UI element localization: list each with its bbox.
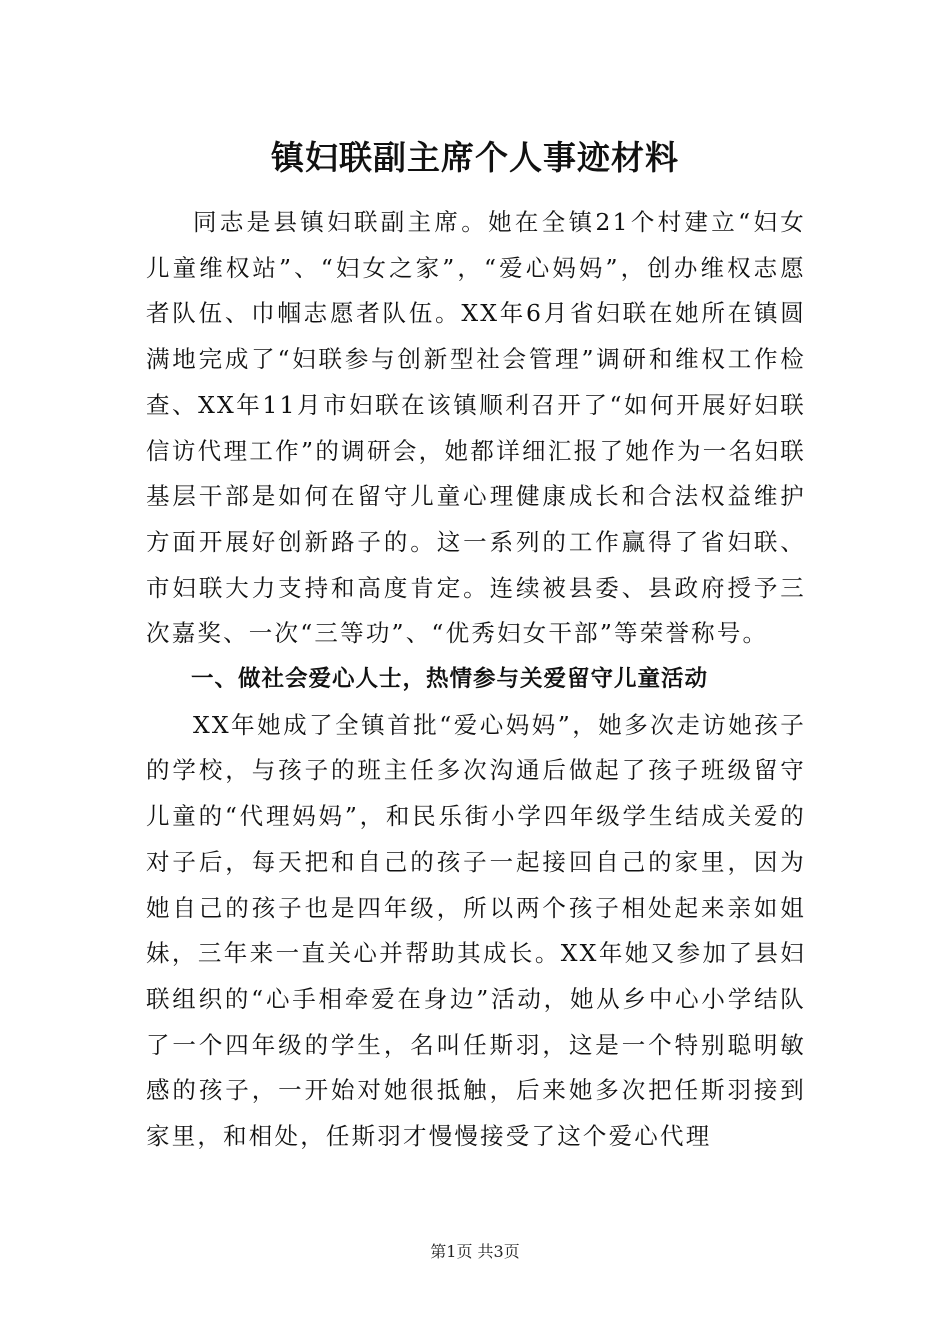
document-body	[146, 200, 806, 1160]
page-footer: 第1页 共3页	[430, 1242, 520, 1261]
section-paragraph: XX年她成了全镇首批“爱心妈妈”，她多次走访她孩子的学校，与孩子的班主任多次沟通后做起了孩子班级留守儿童的“代理妈妈”，和民乐街小学四年级学生结成关爱的对子后，每天把和自己的孩子一起接回自己的家里，因为她自己的孩子也是四年级，所以两个孩子相处起来亲如姐妹，三年来一直关心并帮助其成长。XX年她又参加了县妇联组织的“心手相牵爱在身边”活动，她从乡中心小学结队了一个四年级的学生，名叫任斯羽，这是一个特别聪明敏感的孩子，一开始对她很抵触，后来她多次把任斯羽接到家里，和相处，任斯羽才慢慢接受了这个爱心代理	[146, 710, 806, 1151]
intro-paragraph: 同志是县镇妇联副主席。她在全镇21个村建立“妇女儿童维权站”、“妇女之家”，“爱心妈妈”，创办维权志愿者队伍、巾帼志愿者队伍。XX年6月省妇联在她所在镇圆满地完成了“妇联参与创新型社会管理”调研和维权工作检查、XX年11月市妇联在该镇顺利召开了“如何开展好妇联信访代理工作”的调研会，她都详细汇报了她作为一名妇联基层干部是如何在留守儿童心理健康成长和合法权益维护方面开展好创新路子的。这一系列的工作赢得了省妇联、市妇联大力支持和高度肯定。连续被县委、县政府授予三次嘉奖、一次“三等功”、“优秀妇女干部”等荣誉称号。	[146, 208, 806, 648]
section-heading: 一、做社会爱心人士，热情参与关爱留守儿童活动	[191, 666, 709, 693]
document-title: 镇妇联副主席个人事迹材料	[271, 138, 679, 177]
